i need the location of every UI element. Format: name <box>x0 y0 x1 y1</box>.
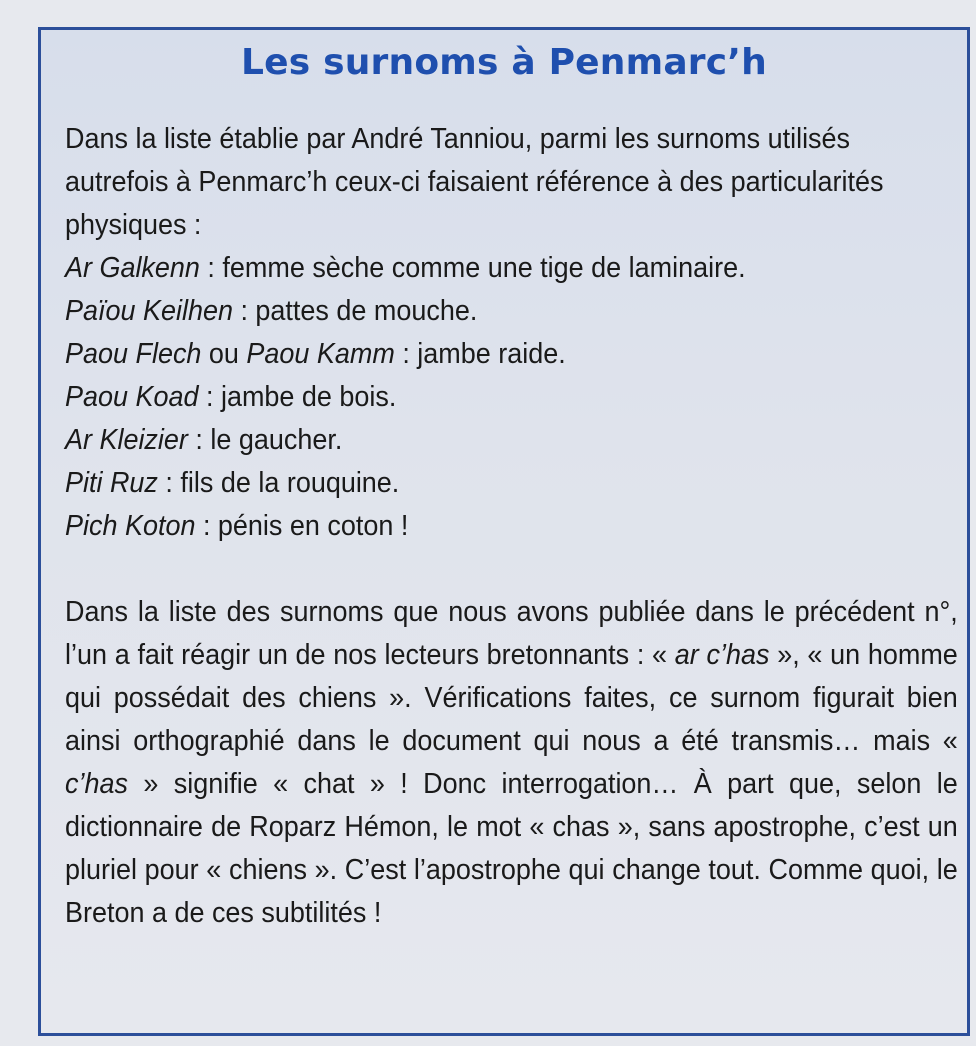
paragraph-text: Dans la liste des surnoms que nous avons publiée dans le précédent n°, l’un a fait réagir un de nos lecteurs bretonnants : « <box>65 596 958 671</box>
nickname-definition: : jambe de bois. <box>198 381 397 413</box>
nickname-term-alt: Paou Kamm <box>246 338 395 370</box>
italic-term: c’has <box>65 768 128 800</box>
nickname-item <box>65 462 958 505</box>
nickname-term: Ar Kleizier <box>65 424 188 456</box>
nickname-item <box>65 333 958 376</box>
nickname-item <box>65 247 958 290</box>
nickname-term: Paou Flech <box>65 338 202 370</box>
nickname-term: Paou Koad <box>65 381 199 413</box>
paragraph-text: », « un homme qui possédait des chiens ». Vérifications faites, ce surnom figurait bien ainsi orthographié dans le document qui nous a été transmis… mais « <box>65 639 958 757</box>
nickname-term: Païou Keilhen <box>65 295 233 327</box>
nickname-item <box>65 419 958 462</box>
intro-paragraph: Dans la liste établie par André Tanniou, parmi les surnoms utilisés autrefois à Penmarc’h ceux-ci faisaient référence à des particularités physiques : <box>65 123 884 241</box>
nickname-term: Pich Koton <box>65 510 196 542</box>
nickname-item <box>65 376 958 419</box>
nickname-term: Ar Galkenn <box>65 252 200 284</box>
nickname-term: Piti Ruz <box>65 467 158 499</box>
nickname-definition: : fils de la rouquine. <box>157 467 400 499</box>
nickname-connector: ou <box>201 338 247 370</box>
nickname-item <box>65 290 958 333</box>
nickname-item <box>65 505 958 548</box>
article-title: Les surnoms à Penmarc’h <box>240 42 768 83</box>
nickname-definition: : jambe raide. <box>394 338 566 370</box>
article-box <box>38 27 970 1036</box>
paragraph-text: » signifie « chat » ! Donc interrogation… À part que, selon le dictionnaire de Roparz Hémon, le mot « chas », sans apostrophe, c’est un pluriel pour « chiens ». C’est l’apostrophe qui change tout. Comme quoi, le Breton a de ces subtilités ! <box>65 768 958 929</box>
article-body <box>65 118 958 935</box>
nickname-definition: : femme sèche comme une tige de laminaire. <box>199 252 746 284</box>
readers-note-paragraph <box>65 591 958 935</box>
nickname-definition: : pattes de mouche. <box>232 295 478 327</box>
italic-term: ar c’has <box>674 639 770 671</box>
nickname-definition: : pénis en coton ! <box>195 510 409 542</box>
nickname-definition: : le gaucher. <box>187 424 343 456</box>
